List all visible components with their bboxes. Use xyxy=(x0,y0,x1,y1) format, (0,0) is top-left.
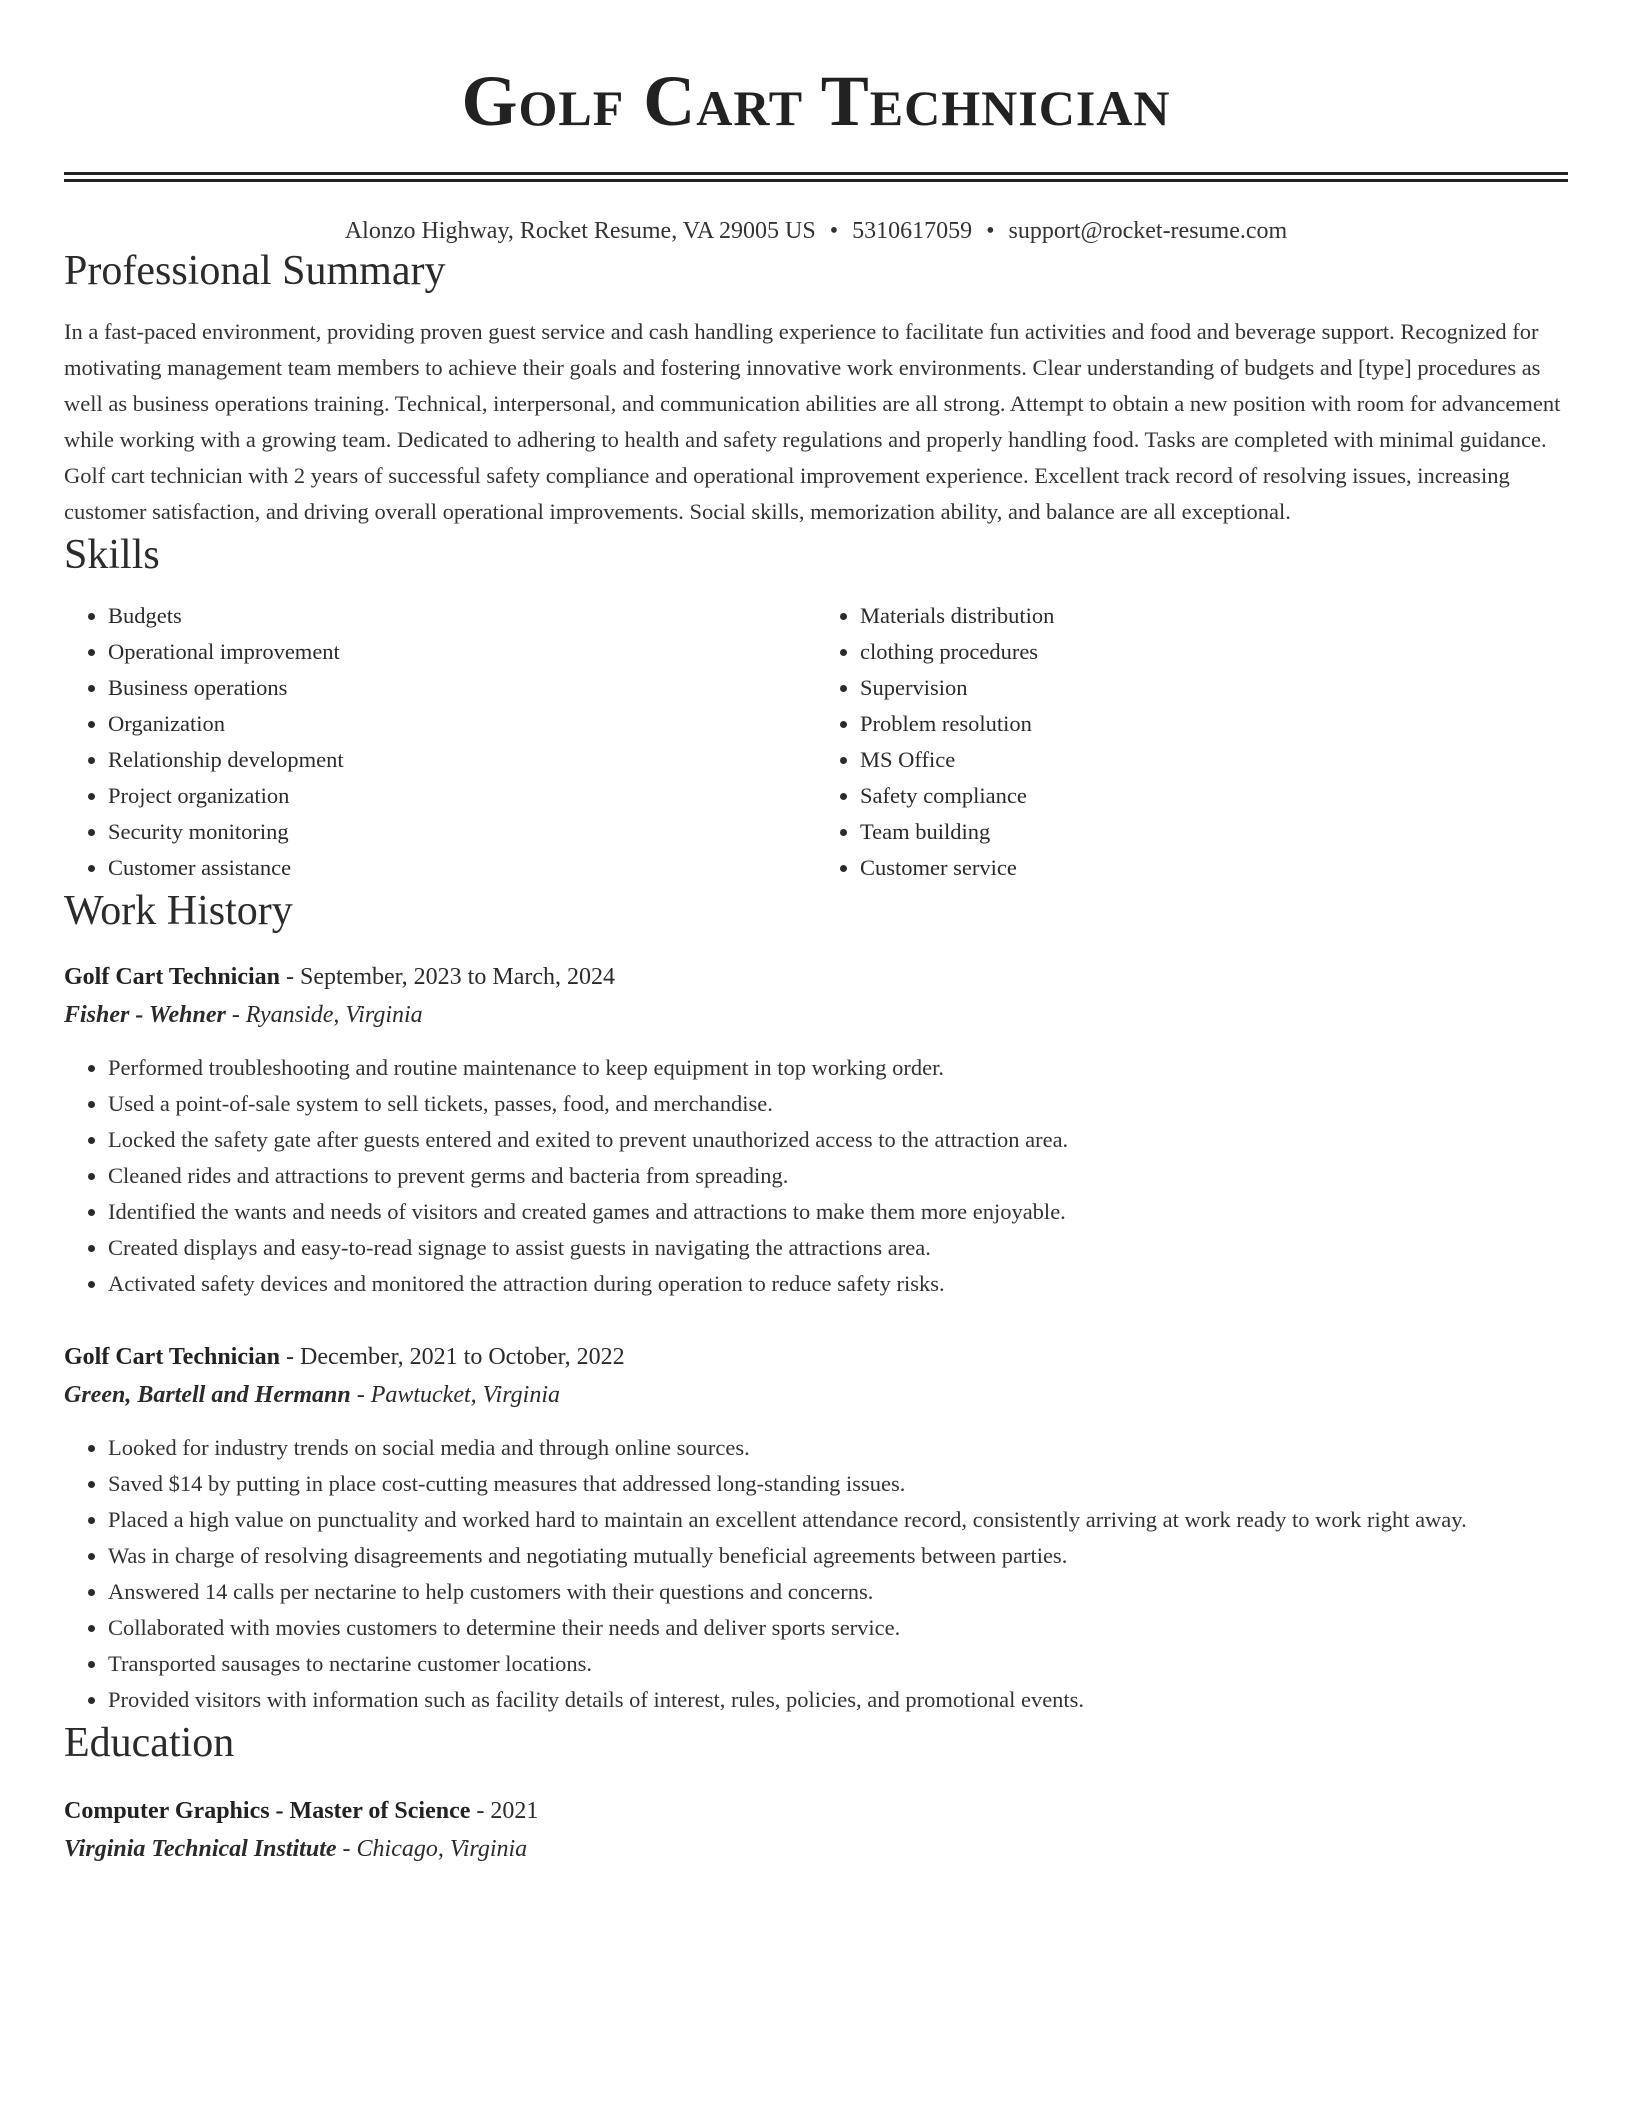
education-degree: Computer Graphics - Master of Science xyxy=(64,1798,471,1824)
education-heading: Education xyxy=(64,1720,235,1766)
job-company-line xyxy=(64,996,1568,1034)
job-bullet: • Performed troubleshooting and routine maintenance to keep equipment in top working order. xyxy=(108,1050,1568,1086)
skill-item: • clothing procedures xyxy=(860,634,1568,670)
skills-column-right xyxy=(816,598,1568,886)
skills-list xyxy=(64,598,1568,886)
skill-item: • Relationship development xyxy=(108,742,816,778)
resume-title: Golf Cart Technician xyxy=(461,61,1171,141)
title-divider xyxy=(64,172,1568,182)
job-entry xyxy=(64,958,1568,1302)
job-bullet: • Was in charge of resolving disagreements and negotiating mutually beneficial agreements between parties. xyxy=(108,1538,1568,1574)
job-company-line xyxy=(64,1376,1568,1414)
job-title: Golf Cart Technician xyxy=(64,964,281,990)
skill-item: • Business operations xyxy=(108,670,816,706)
job-dates: - September, 2023 to March, 2024 xyxy=(280,964,615,990)
education-year: - 2021 xyxy=(470,1798,539,1824)
skill-item: • MS Office xyxy=(860,742,1568,778)
job-bullet: • Collaborated with movies customers to determine their needs and deliver sports service. xyxy=(108,1610,1568,1646)
education-school-line xyxy=(64,1830,1568,1868)
contact-phone: 5310617059 xyxy=(852,218,973,244)
skill-item: • Organization xyxy=(108,706,816,742)
job-title-line xyxy=(64,1338,1568,1376)
job-location: - Ryanside, Virginia xyxy=(225,1002,423,1028)
work-history-heading: Work History xyxy=(64,888,293,934)
job-bullets xyxy=(64,1430,1568,1718)
skill-item: • Safety compliance xyxy=(860,778,1568,814)
summary-text: In a fast-paced environment, providing proven guest service and cash handling experience to facilitate fun activities and food and beverage support. Recognized for motivating management team members to achieve their goals and fostering innovative work environments. Clear understanding of budgets and [type] procedures as well as business operations training. Technical, interpersonal, and communication abilities are all strong. Attempt to obtain a new position with room for advancement while working with a growing team. Dedicated to adhering to health and safety regulations and properly handling food. Tasks are completed with minimal guidance. Golf cart technician with 2 years of successful safety compliance and operational improvement experience. Excellent track record of resolving issues, increasing customer satisfaction, and driving overall operational improvements. Social skills, memorization ability, and balance are all exceptional. xyxy=(64,319,1561,524)
contact-separator: • xyxy=(986,218,995,244)
skill-item: • Customer service xyxy=(860,850,1568,886)
contact-separator: • xyxy=(829,218,839,244)
skill-item: • Security monitoring xyxy=(108,814,816,850)
job-bullet: • Placed a high value on punctuality and worked hard to maintain an excellent attendance record, consistently arriving at work ready to work right away. xyxy=(108,1502,1568,1538)
job-dates: - December, 2021 to October, 2022 xyxy=(280,1344,625,1370)
skill-item: • Budgets xyxy=(108,598,816,634)
job-entry xyxy=(64,1338,1568,1718)
job-bullet: • Activated safety devices and monitored the attraction during operation to reduce safety risks. xyxy=(108,1266,1568,1302)
job-bullet: • Answered 14 calls per nectarine to help customers with their questions and concerns. xyxy=(108,1574,1568,1610)
skills-column-left xyxy=(64,598,816,886)
job-bullet: • Locked the safety gate after guests entered and exited to prevent unauthorized access to the attraction area. xyxy=(108,1122,1568,1158)
job-bullet: • Looked for industry trends on social media and through online sources. xyxy=(108,1430,1568,1466)
education-degree-line xyxy=(64,1792,1568,1830)
skill-item: • Problem resolution xyxy=(860,706,1568,742)
contact-address: Alonzo Highway, Rocket Resume, VA 29005 US xyxy=(344,218,816,244)
job-bullet: • Used a point-of-sale system to sell tickets, passes, food, and merchandise. xyxy=(108,1086,1568,1122)
skills-heading: Skills xyxy=(64,532,160,578)
education-school: Virginia Technical Institute xyxy=(64,1836,337,1862)
job-bullet: • Transported sausages to nectarine customer locations. xyxy=(108,1646,1568,1682)
skill-item: • Materials distribution xyxy=(860,598,1568,634)
job-bullet: • Provided visitors with information such as facility details of interest, rules, policies, and promotional events. xyxy=(108,1682,1568,1718)
job-bullet: • Identified the wants and needs of visitors and created games and attractions to make them more enjoyable. xyxy=(108,1194,1568,1230)
contact-line xyxy=(64,216,1568,246)
skill-item: • Customer assistance xyxy=(108,850,816,886)
job-company: Green, Bartell and Hermann xyxy=(64,1382,351,1408)
education-location: - Chicago, Virginia xyxy=(336,1836,528,1862)
job-bullet: • Cleaned rides and attractions to prevent germs and bacteria from spreading. xyxy=(108,1158,1568,1194)
job-bullet: • Created displays and easy-to-read signage to assist guests in navigating the attractions area. xyxy=(108,1230,1568,1266)
skill-item: • Team building xyxy=(860,814,1568,850)
job-title: Golf Cart Technician xyxy=(64,1344,281,1370)
job-title-line xyxy=(64,958,1568,996)
summary-heading: Professional Summary xyxy=(64,248,446,294)
contact-email: support@rocket-resume.com xyxy=(1008,218,1288,244)
skill-item: • Project organization xyxy=(108,778,816,814)
job-bullets xyxy=(64,1050,1568,1302)
job-company: Fisher - Wehner xyxy=(64,1002,226,1028)
skill-item: • Operational improvement xyxy=(108,634,816,670)
job-bullet: • Saved $14 by putting in place cost-cutting measures that addressed long-standing issues. xyxy=(108,1466,1568,1502)
job-location: - Pawtucket, Virginia xyxy=(350,1382,560,1408)
education-entry xyxy=(64,1792,1568,1868)
skill-item: • Supervision xyxy=(860,670,1568,706)
